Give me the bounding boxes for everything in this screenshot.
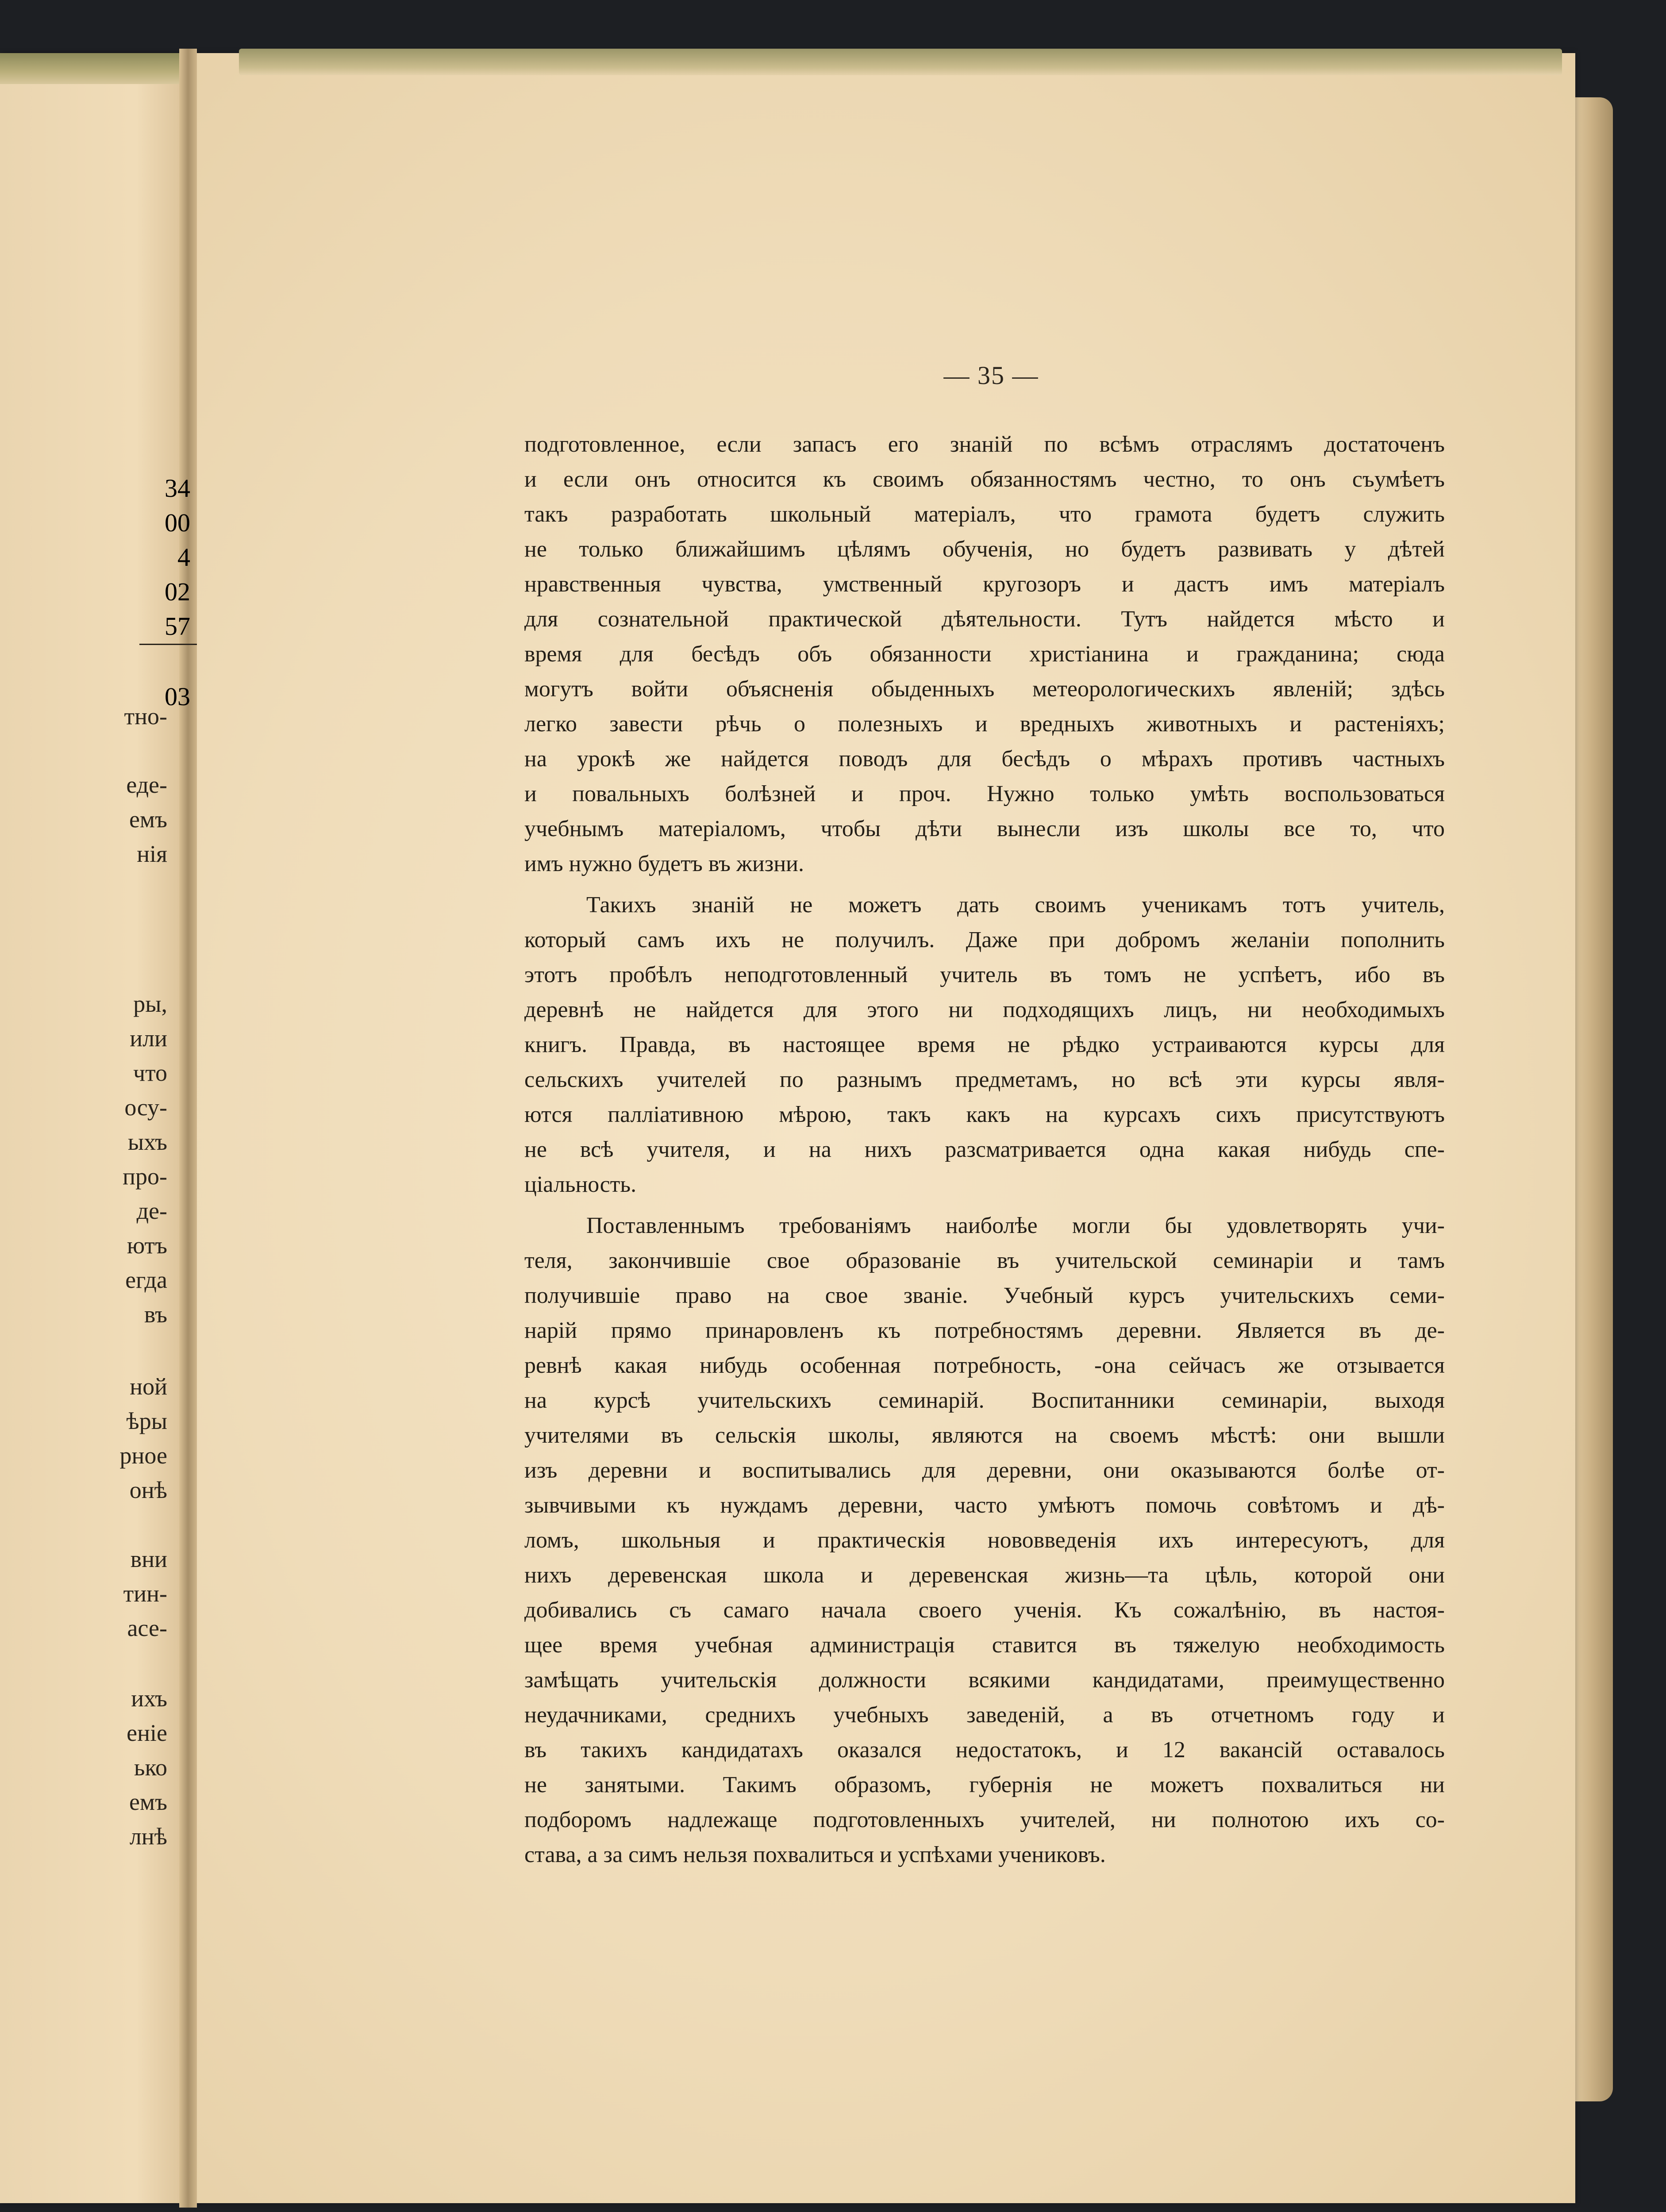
left-page-numbers (0, 471, 195, 714)
text-line: могутъ войти объясненія обыденныхъ метеорологическихъ явленій; здѣсь (524, 676, 1445, 702)
text-line: нихъ деревенская школа и деревенская жизнь—та цѣль, которой они (524, 1563, 1445, 1588)
left-fragment: асе- (127, 1615, 167, 1641)
left-fragment: лнѣ (129, 1823, 167, 1850)
text-line: сельскихъ учителей по разнымъ предметамъ, но всѣ эти курсы явля- (524, 1067, 1445, 1092)
left-fragments-a (0, 699, 195, 733)
left-fragment: осу- (124, 1094, 167, 1121)
sum-rule (139, 644, 197, 680)
text-line: получившіе право на свое званіе. Учебный курсъ учительскихъ семи- (524, 1283, 1445, 1308)
left-fragment: ютъ (127, 1232, 167, 1259)
left-fragments-d (0, 1369, 195, 1507)
text-line: ломъ, школьныя и практическія нововведенія ихъ интересуютъ, для (524, 1528, 1445, 1553)
left-number: 57 (165, 612, 190, 641)
text-line: не занятыми. Такимъ образомъ, губернія не можетъ похвалиться ни (524, 1772, 1445, 1797)
paragraph-gap (524, 1202, 1445, 1208)
text-line: въ такихъ кандидатахъ оказался недостатокъ, и 12 вакансій оставалось (524, 1737, 1445, 1763)
text-line: теля, закончившіе свое образованіе въ учительской семинаріи и тамъ (524, 1248, 1445, 1273)
left-fragment: егда (125, 1267, 167, 1293)
left-fragment: про- (123, 1163, 167, 1190)
left-fragment: тно- (124, 703, 167, 730)
left-fragment: емъ (129, 806, 167, 833)
left-fragments-b (0, 768, 195, 871)
text-line: книгъ. Правда, въ настоящее время не рѣдко устраиваются курсы для (524, 1032, 1445, 1057)
left-number: 02 (165, 577, 190, 606)
left-fragment: ыхъ (127, 1129, 167, 1155)
paragraph (524, 887, 1445, 1202)
left-fragment: нія (137, 841, 167, 867)
left-fragment: тин- (123, 1580, 167, 1607)
text-line: подборомъ надлежаще подготовленныхъ учителей, ни полнотою ихъ со- (524, 1807, 1445, 1832)
text-line: замѣщать учительскія должности всякими кандидатами, преимущественно (524, 1667, 1445, 1693)
page-number: — 35 — (943, 361, 1039, 390)
text-line: и повальныхъ болѣзней и проч. Нужно только умѣть воспользоваться (524, 781, 1445, 806)
text-line: изъ деревни и воспитывались для деревни, они оказываются болѣе от- (524, 1458, 1445, 1483)
text-line: става, а за симъ нельзя похвалиться и успѣхами учениковъ. (524, 1842, 1106, 1867)
text-line: нравственныя чувства, умственный кругозоръ и дастъ имъ матеріалъ (524, 572, 1445, 597)
left-fragments-f (0, 1681, 195, 1854)
left-fragment: де- (136, 1198, 167, 1224)
left-number: 34 (165, 474, 190, 503)
left-fragment: ихъ (131, 1685, 167, 1712)
text-line: который самъ ихъ не получилъ. Даже при добромъ желаніи пополнить (524, 927, 1445, 952)
left-fragment: вни (130, 1546, 167, 1572)
page-body (524, 427, 1445, 1872)
text-line: этотъ пробѣлъ неподготовленный учитель въ томъ не успѣетъ, ибо въ (524, 962, 1445, 987)
text-line: легко завести рѣчь о полезныхъ и вредныхъ животныхъ и растеніяхъ; (524, 711, 1445, 737)
left-fragment: рное (119, 1442, 167, 1469)
text-line: на курсѣ учительскихъ семинарій. Воспитанники семинаріи, выходя (524, 1388, 1445, 1413)
left-fragment: онѣ (129, 1477, 167, 1503)
left-fragment: ѣры (126, 1408, 167, 1434)
text-line: учебнымъ матеріаломъ, чтобы дѣти вынесли изъ школы все то, что (524, 816, 1445, 841)
left-number: 03 (165, 682, 190, 711)
text-line: ются палліативною мѣрою, такъ какъ на курсахъ сихъ присутствуютъ (524, 1102, 1445, 1127)
left-fragment: что (133, 1060, 167, 1086)
text-line: нарій прямо принаровленъ къ потребностямъ деревни. Является въ де- (524, 1318, 1445, 1343)
text-line: щее время учебная администрація ставится въ тяжелую необходимость (524, 1632, 1445, 1658)
text-line: учителями въ сельскія школы, являются на своемъ мѣстѣ: они вышли (524, 1423, 1445, 1448)
left-fragment: еніе (127, 1720, 167, 1746)
left-fragments-e (0, 1542, 195, 1645)
text-line: Такихъ знаній не можетъ дать своимъ ученикамъ тотъ учитель, (586, 892, 1445, 918)
paragraph (524, 1208, 1445, 1872)
text-line: подготовленное, если запасъ его знаній по всѣмъ отраслямъ достаточенъ (524, 432, 1445, 457)
left-page-edge (0, 53, 195, 84)
left-fragment: ры, (133, 991, 167, 1017)
left-fragments-c (0, 987, 195, 1332)
left-fragment: въ (144, 1301, 167, 1328)
text-line: время для бесѣдъ объ обязанности христіанина и гражданина; сюда (524, 641, 1445, 667)
text-line: зывчивыми къ нуждамъ деревни, часто умѣютъ помочь совѣтомъ и дѣ- (524, 1493, 1445, 1518)
text-line: неудачниками, среднихъ учебныхъ заведеній, а въ отчетномъ году и (524, 1702, 1445, 1728)
left-fragment: ной (130, 1373, 167, 1400)
text-line: ревнѣ какая нибудь особенная потребность, -она сейчасъ же отзывается (524, 1353, 1445, 1378)
page-top-edge (239, 49, 1562, 75)
left-number: 4 (177, 543, 190, 572)
left-fragment: ько (134, 1754, 167, 1781)
text-line: и если онъ относится къ своимъ обязанностямъ честно, то онъ съумѣетъ (524, 467, 1445, 492)
text-line: Поставленнымъ требованіямъ наиболѣе могли бы удовлетворять учи- (586, 1213, 1445, 1238)
text-line: имъ нужно будетъ въ жизни. (524, 851, 804, 876)
text-line: для сознательной практической дѣятельности. Тутъ найдется мѣсто и (524, 607, 1445, 632)
paragraph-gap (524, 881, 1445, 887)
paragraph (524, 427, 1445, 881)
text-line: деревнѣ не найдется для этого ни подходящихъ лицъ, ни необходимыхъ (524, 997, 1445, 1022)
text-line: не только ближайшимъ цѣлямъ обученія, но будетъ развивать у дѣтей (524, 537, 1445, 562)
left-number: 00 (165, 508, 190, 537)
left-fragment: еде- (126, 772, 167, 798)
text-line: такъ разработать школьный матеріалъ, что грамота будетъ служить (524, 502, 1445, 527)
text-line: на урокѣ же найдется поводъ для бесѣдъ о мѣрахъ противъ частныхъ (524, 746, 1445, 772)
left-fragment: емъ (129, 1789, 167, 1815)
left-fragment: или (130, 1025, 167, 1052)
text-line: не всѣ учителя, и на нихъ разсматривается одна какая нибудь спе- (524, 1137, 1445, 1162)
text-line: добивались съ самаго начала своего ученія. Къ сожалѣнію, въ настоя- (524, 1598, 1445, 1623)
text-line: ціальность. (524, 1172, 637, 1197)
